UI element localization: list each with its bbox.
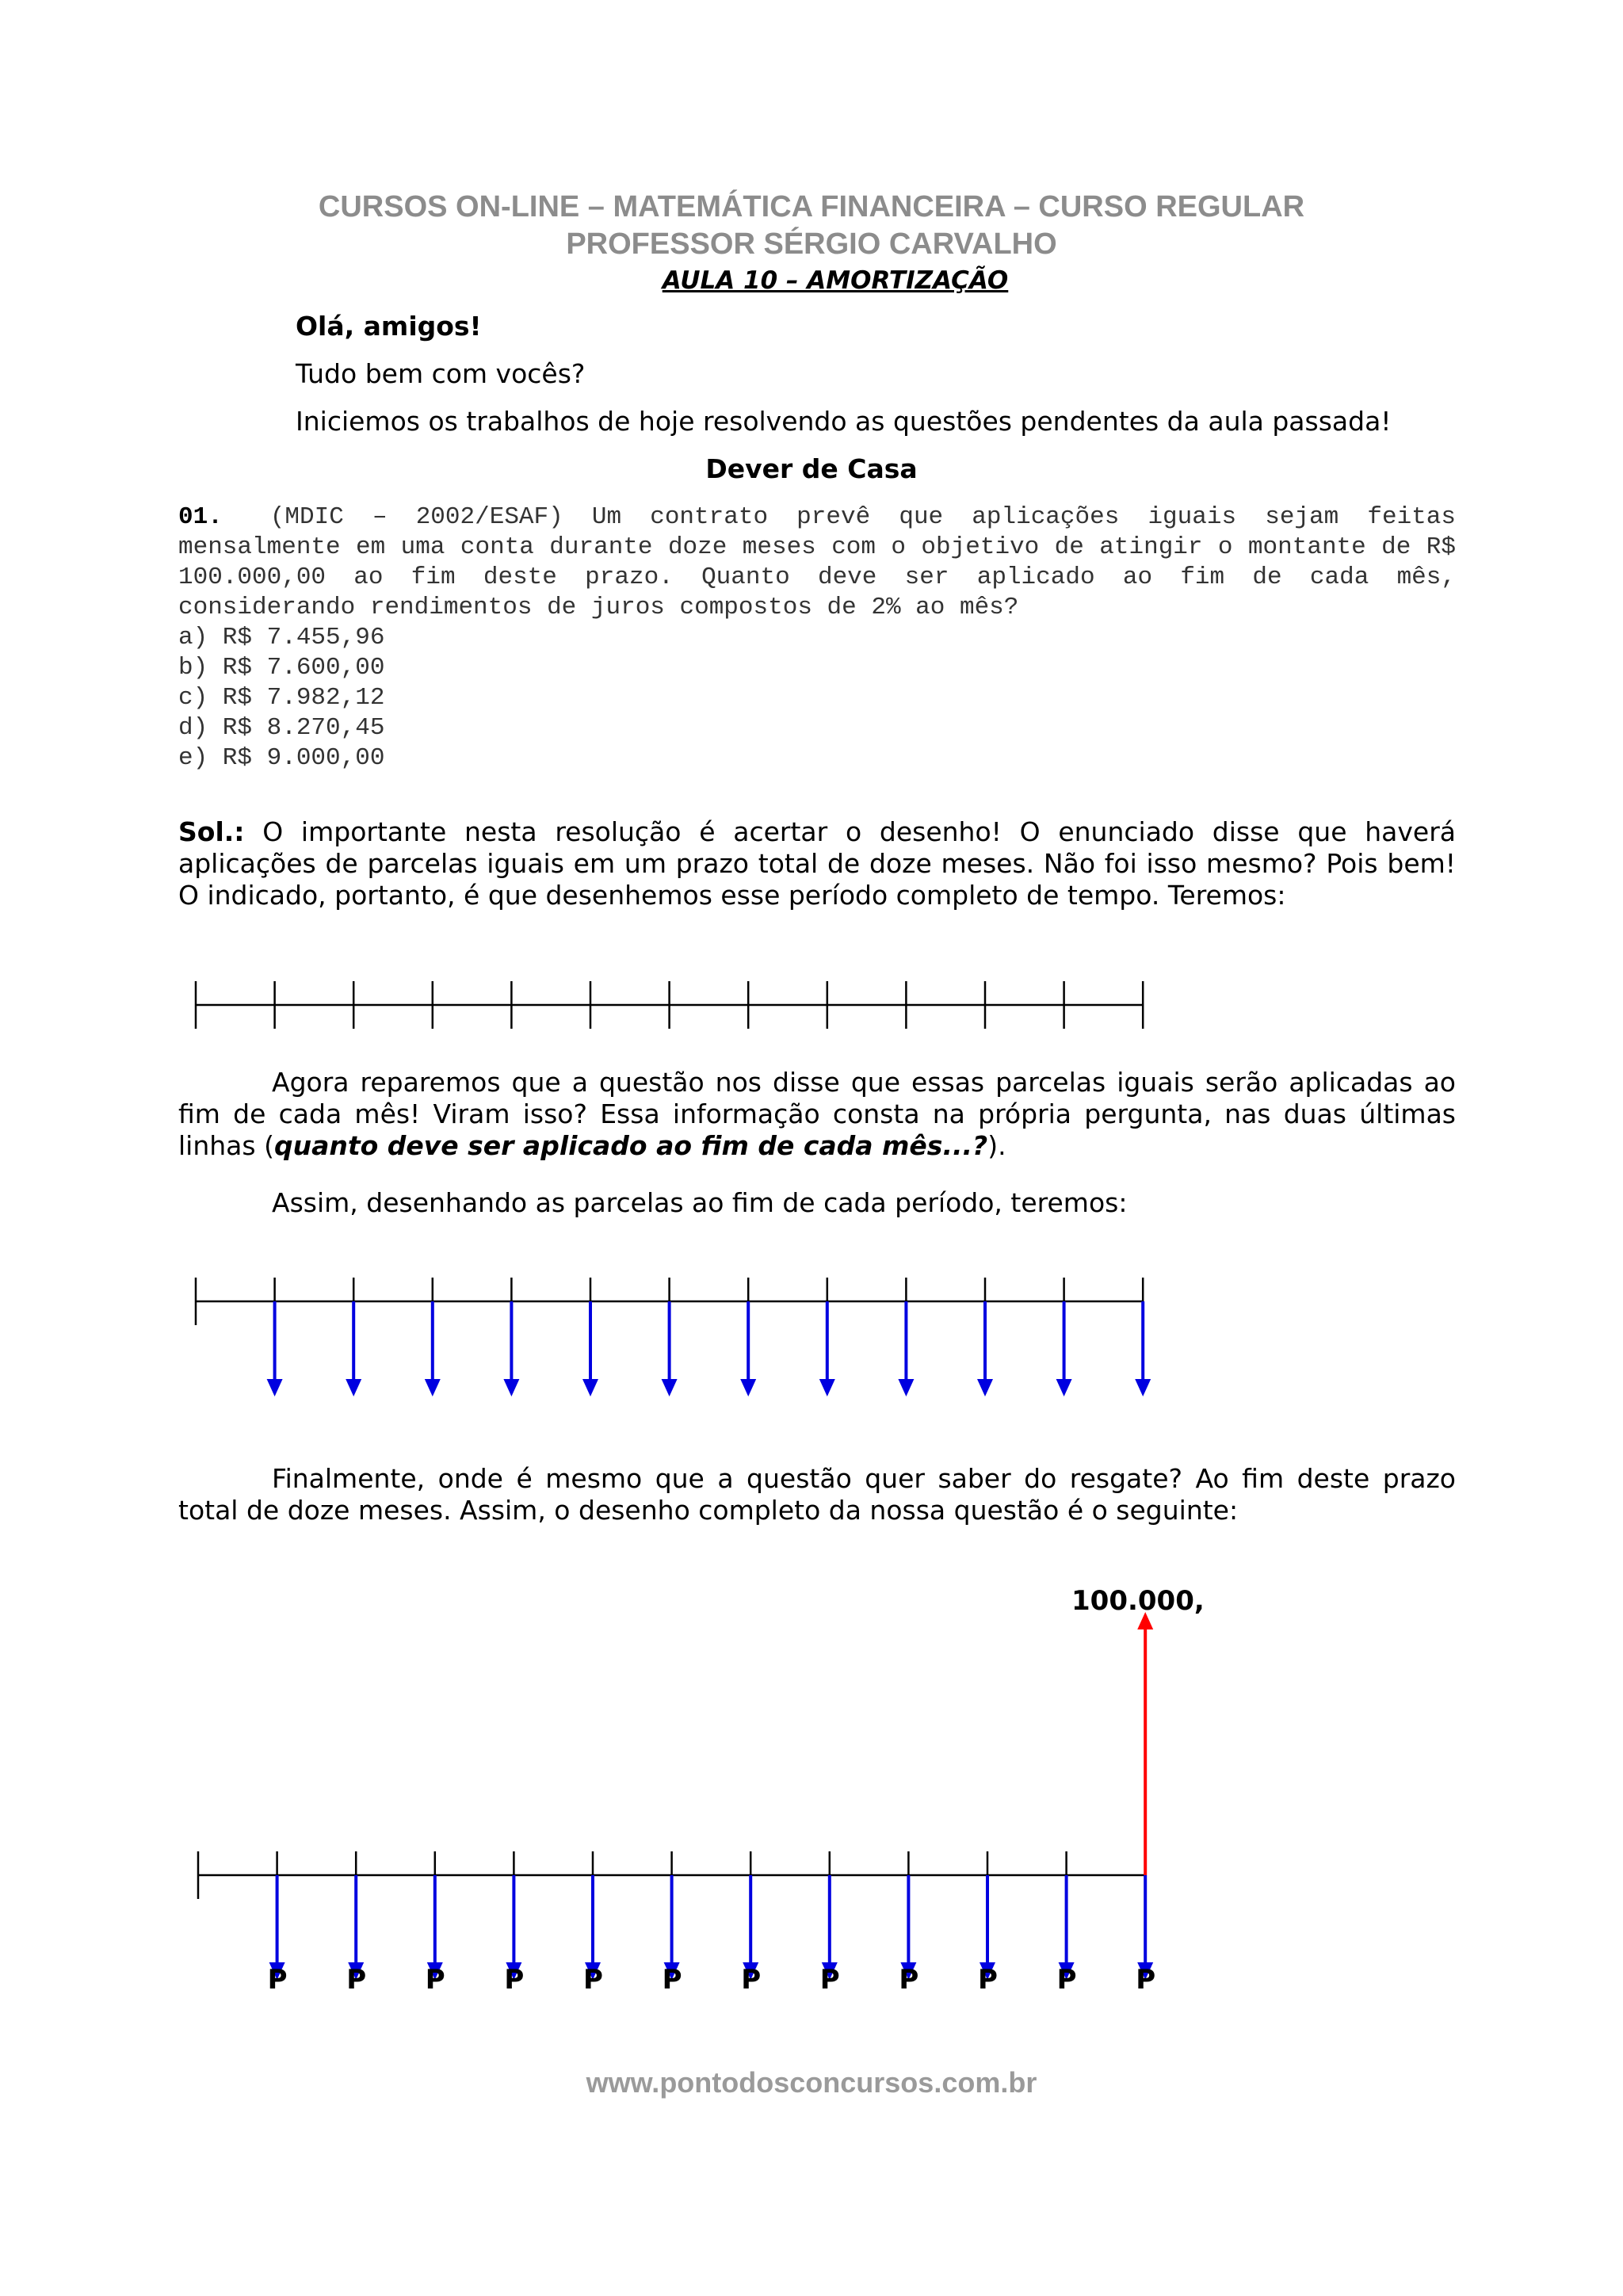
payment-label-p: P bbox=[1136, 1964, 1156, 1996]
payment-label-p: P bbox=[899, 1964, 919, 1996]
payment-arrow-head bbox=[898, 1379, 914, 1396]
intro-line-2: Iniciemos os trabalhos de hoje resolvendo as questões pendentes da aula passada! bbox=[296, 406, 1392, 437]
payment-label-p: P bbox=[1056, 1964, 1077, 1996]
payment-arrow-head bbox=[1135, 1379, 1151, 1396]
payment-arrow-head bbox=[346, 1379, 361, 1396]
section-title: Dever de Casa bbox=[705, 453, 918, 484]
solution-paragraph-3: Assim, desenhando as parcelas ao fim de cada período, teremos: bbox=[272, 1187, 1128, 1218]
payment-arrow-head bbox=[819, 1379, 835, 1396]
payment-arrow-head bbox=[977, 1379, 993, 1396]
payment-label-p: P bbox=[583, 1964, 603, 1996]
option-a: a) R$ 7.455,96 bbox=[178, 624, 385, 651]
payment-label-p: P bbox=[819, 1964, 840, 1996]
header-course-line: CURSOS ON-LINE – MATEMÁTICA FINANCEIRA – CURSO REGULAR bbox=[318, 190, 1305, 223]
question-text: (MDIC – 2002/ESAF) Um contrato prevê que aplicações iguais sejam feitas mensalmente em uma conta durante doze meses com o objetivo de atingir o montante de R$ 100.000,00 ao fim deste prazo. Quanto deve ser aplicado ao fim de cada mês, considerando rendimentos de juros compostos de 2% ao mês? bbox=[178, 503, 1456, 621]
option-e: e) R$ 9.000,00 bbox=[178, 744, 385, 772]
payment-arrow-head bbox=[267, 1379, 283, 1396]
payment-label-p: P bbox=[662, 1964, 682, 1996]
solution-paragraph-2: Agora reparemos que a questão nos disse que essas parcelas iguais serão aplicadas ao fim de cada mês! Viram isso? Essa informação consta na própria pergunta, nas duas últimas linhas (quanto deve ser aplicado ao fim de cada mês...?). bbox=[178, 1067, 1456, 1161]
option-d: d) R$ 8.270,45 bbox=[178, 714, 385, 742]
payment-arrow-head bbox=[1056, 1379, 1072, 1396]
payment-label-p: P bbox=[425, 1964, 445, 1996]
payment-arrow-head bbox=[503, 1379, 519, 1396]
payment-label-p: P bbox=[267, 1964, 288, 1996]
header-professor-line: PROFESSOR SÉRGIO CARVALHO bbox=[566, 227, 1057, 261]
payment-label-p: P bbox=[504, 1964, 525, 1996]
payment-arrow-head bbox=[740, 1379, 756, 1396]
payment-label-p: P bbox=[346, 1964, 367, 1996]
solution-paragraph-1: Sol.: O importante nesta resolução é acertar o desenho! O enunciado disse que haverá aplicações de parcelas iguais em um prazo total de doze meses. Não foi isso mesmo? Pois bem! O indicado, portanto, é que desenhemos esse período completo de tempo. Teremos: bbox=[178, 816, 1456, 911]
intro-line-1: Tudo bem com vocês? bbox=[296, 358, 586, 389]
payment-label-p: P bbox=[741, 1964, 762, 1996]
question-number: 01. bbox=[178, 503, 223, 531]
resgate-amount-label: 100.000, bbox=[1071, 1585, 1205, 1617]
solution-paragraph-4: Finalmente, onde é mesmo que a questão quer saber do resgate? Ao fim deste prazo total de doze meses. Assim, o desenho completo da nossa questão é o seguinte: bbox=[178, 1463, 1456, 1526]
payment-arrow-head bbox=[582, 1379, 598, 1396]
option-b: b) R$ 7.600,00 bbox=[178, 654, 385, 682]
lesson-title: AULA 10 – AMORTIZAÇÃO bbox=[662, 266, 1009, 295]
solution-label: Sol.: bbox=[178, 816, 245, 847]
greeting: Olá, amigos! bbox=[296, 311, 482, 342]
option-c: c) R$ 7.982,12 bbox=[178, 684, 385, 712]
payment-arrow-head bbox=[425, 1379, 441, 1396]
footer-url: www.pontodosconcursos.com.br bbox=[586, 2066, 1037, 2099]
emphasis-quote: quanto deve ser aplicado ao fim de cada mês...? bbox=[273, 1130, 988, 1161]
payment-label-p: P bbox=[978, 1964, 998, 1996]
payment-arrow-head bbox=[662, 1379, 678, 1396]
